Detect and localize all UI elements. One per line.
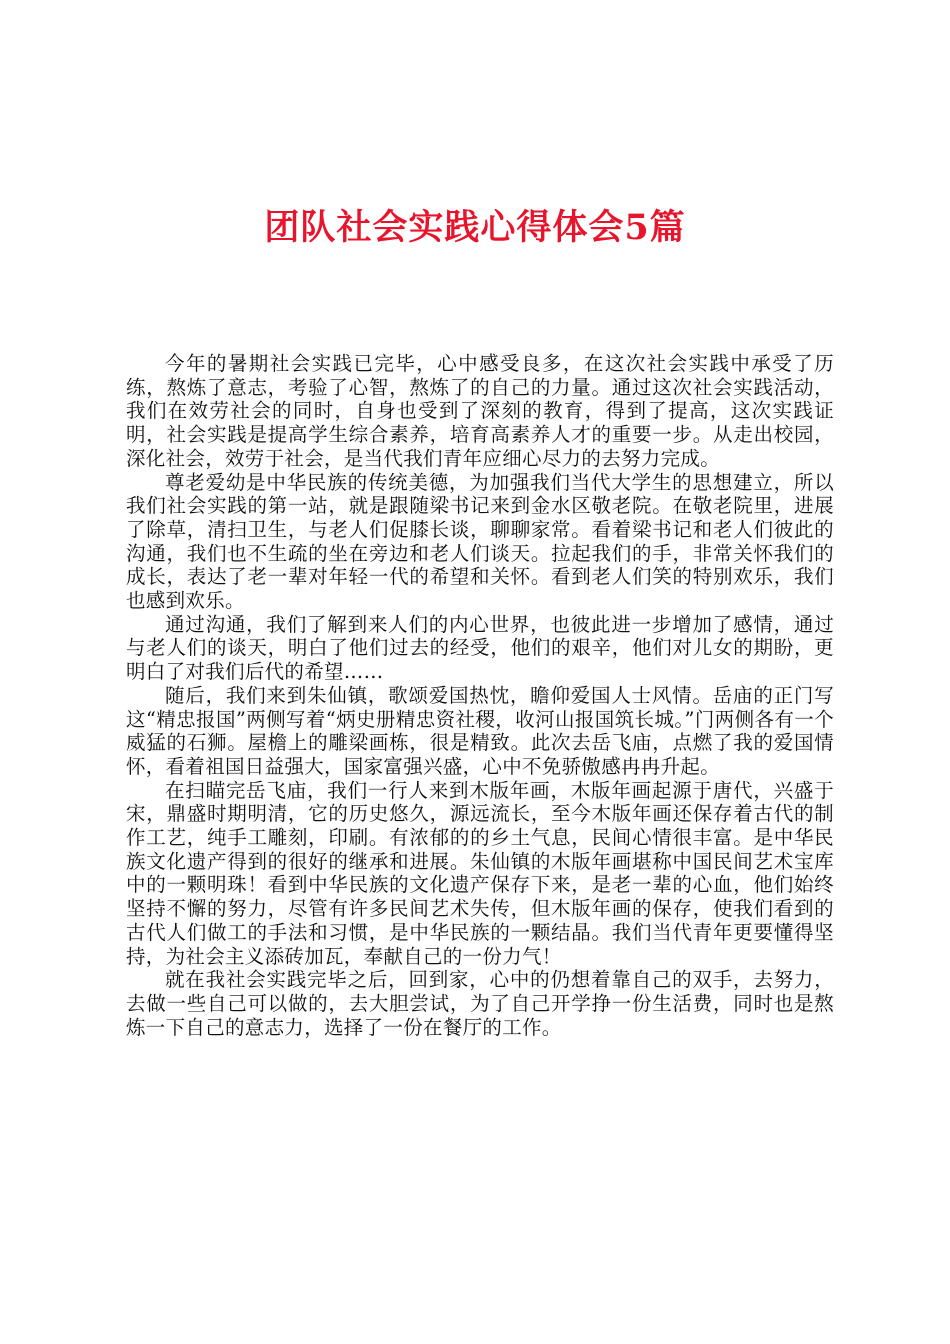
paragraph: 今年的暑期社会实践已完毕，心中感受良多，在这次社会实践中承受了历练，熬炼了意志，考验了心智，熬炼了的自己的力量。通过这次社会实践活动，我们在效劳社会的同时，自身也受到了深刻的教育，得到了提高，这次实践证明，社会实践是提高学生综合素养，培育高素养人才的重要一步。从走出校园，深化社会，效劳于社会，是当代我们青年应细心尽力的去努力完成。	[126, 352, 834, 470]
paragraph: 就在我社会实践完毕之后，回到家，心中的仍想着靠自己的双手，去努力，去做一些自己可以做的，去大胆尝试，为了自己开学挣一份生活费，同时也是熬炼一下自己的意志力，选择了一份在餐厅的工作。	[126, 968, 834, 1039]
paragraph: 在扫瞄完岳飞庙，我们一行人来到木版年画，木版年画起源于唐代，兴盛于宋，鼎盛时期明清，它的历史悠久，源远流长，至今木版年画还保存着古代的制作工艺，纯手工雕刻，印刷。有浓郁的的乡土气息，民间心情很丰富。是中华民族文化遗产得到的很好的继承和进展。朱仙镇的木版年画堪称中国民间艺术宝库中的一颗明珠！看到中华民族的文化遗产保存下来，是老一辈的心血，他们始终坚持不懈的努力，尽管有许多民间艺术失传，但木版年画的保存，使我们看到的古代人们做工的手法和习惯，是中华民族的一颗结晶。我们当代青年更要懂得坚持，为社会主义添砖加瓦，奉献自己的一份力气！	[126, 778, 834, 968]
paragraph: 通过沟通，我们了解到来人们的内心世界，也彼此进一步增加了感情，通过与老人们的谈天，明白了他们过去的经受，他们的艰辛，他们对儿女的期盼，更明白了对我们后代的希望……	[126, 612, 834, 684]
document-title: 团队社会实践心得体会5篇	[264, 207, 686, 248]
paragraph: 随后，我们来到朱仙镇，歌颂爱国热忱，瞻仰爱国人士风情。岳庙的正门写这“精忠报国”两侧写着“炳史册精忠资社稷，收河山报国筑长城。”门两侧各有一个威猛的石狮。屋檐上的雕梁画栋，很是精致。此次去岳飞庙，点燃了我的爱国情怀，看着祖国日益强大，国家富强兴盛，心中不免骄傲感冉冉升起。	[126, 683, 834, 778]
document-body	[126, 352, 834, 1039]
paragraph: 尊老爱幼是中华民族的传统美德，为加强我们当代大学生的思想建立，所以我们社会实践的第一站，就是跟随梁书记来到金水区敬老院。在敬老院里，进展了除草，清扫卫生，与老人们促膝长谈，聊聊家常。看着梁书记和老人们彼此的沟通，我们也不生疏的坐在旁边和老人们谈天。拉起我们的手，非常关怀我们的成长，表达了老一辈对年轻一代的希望和关怀。看到老人们笑的特别欢乐，我们也感到欢乐。	[126, 470, 834, 613]
